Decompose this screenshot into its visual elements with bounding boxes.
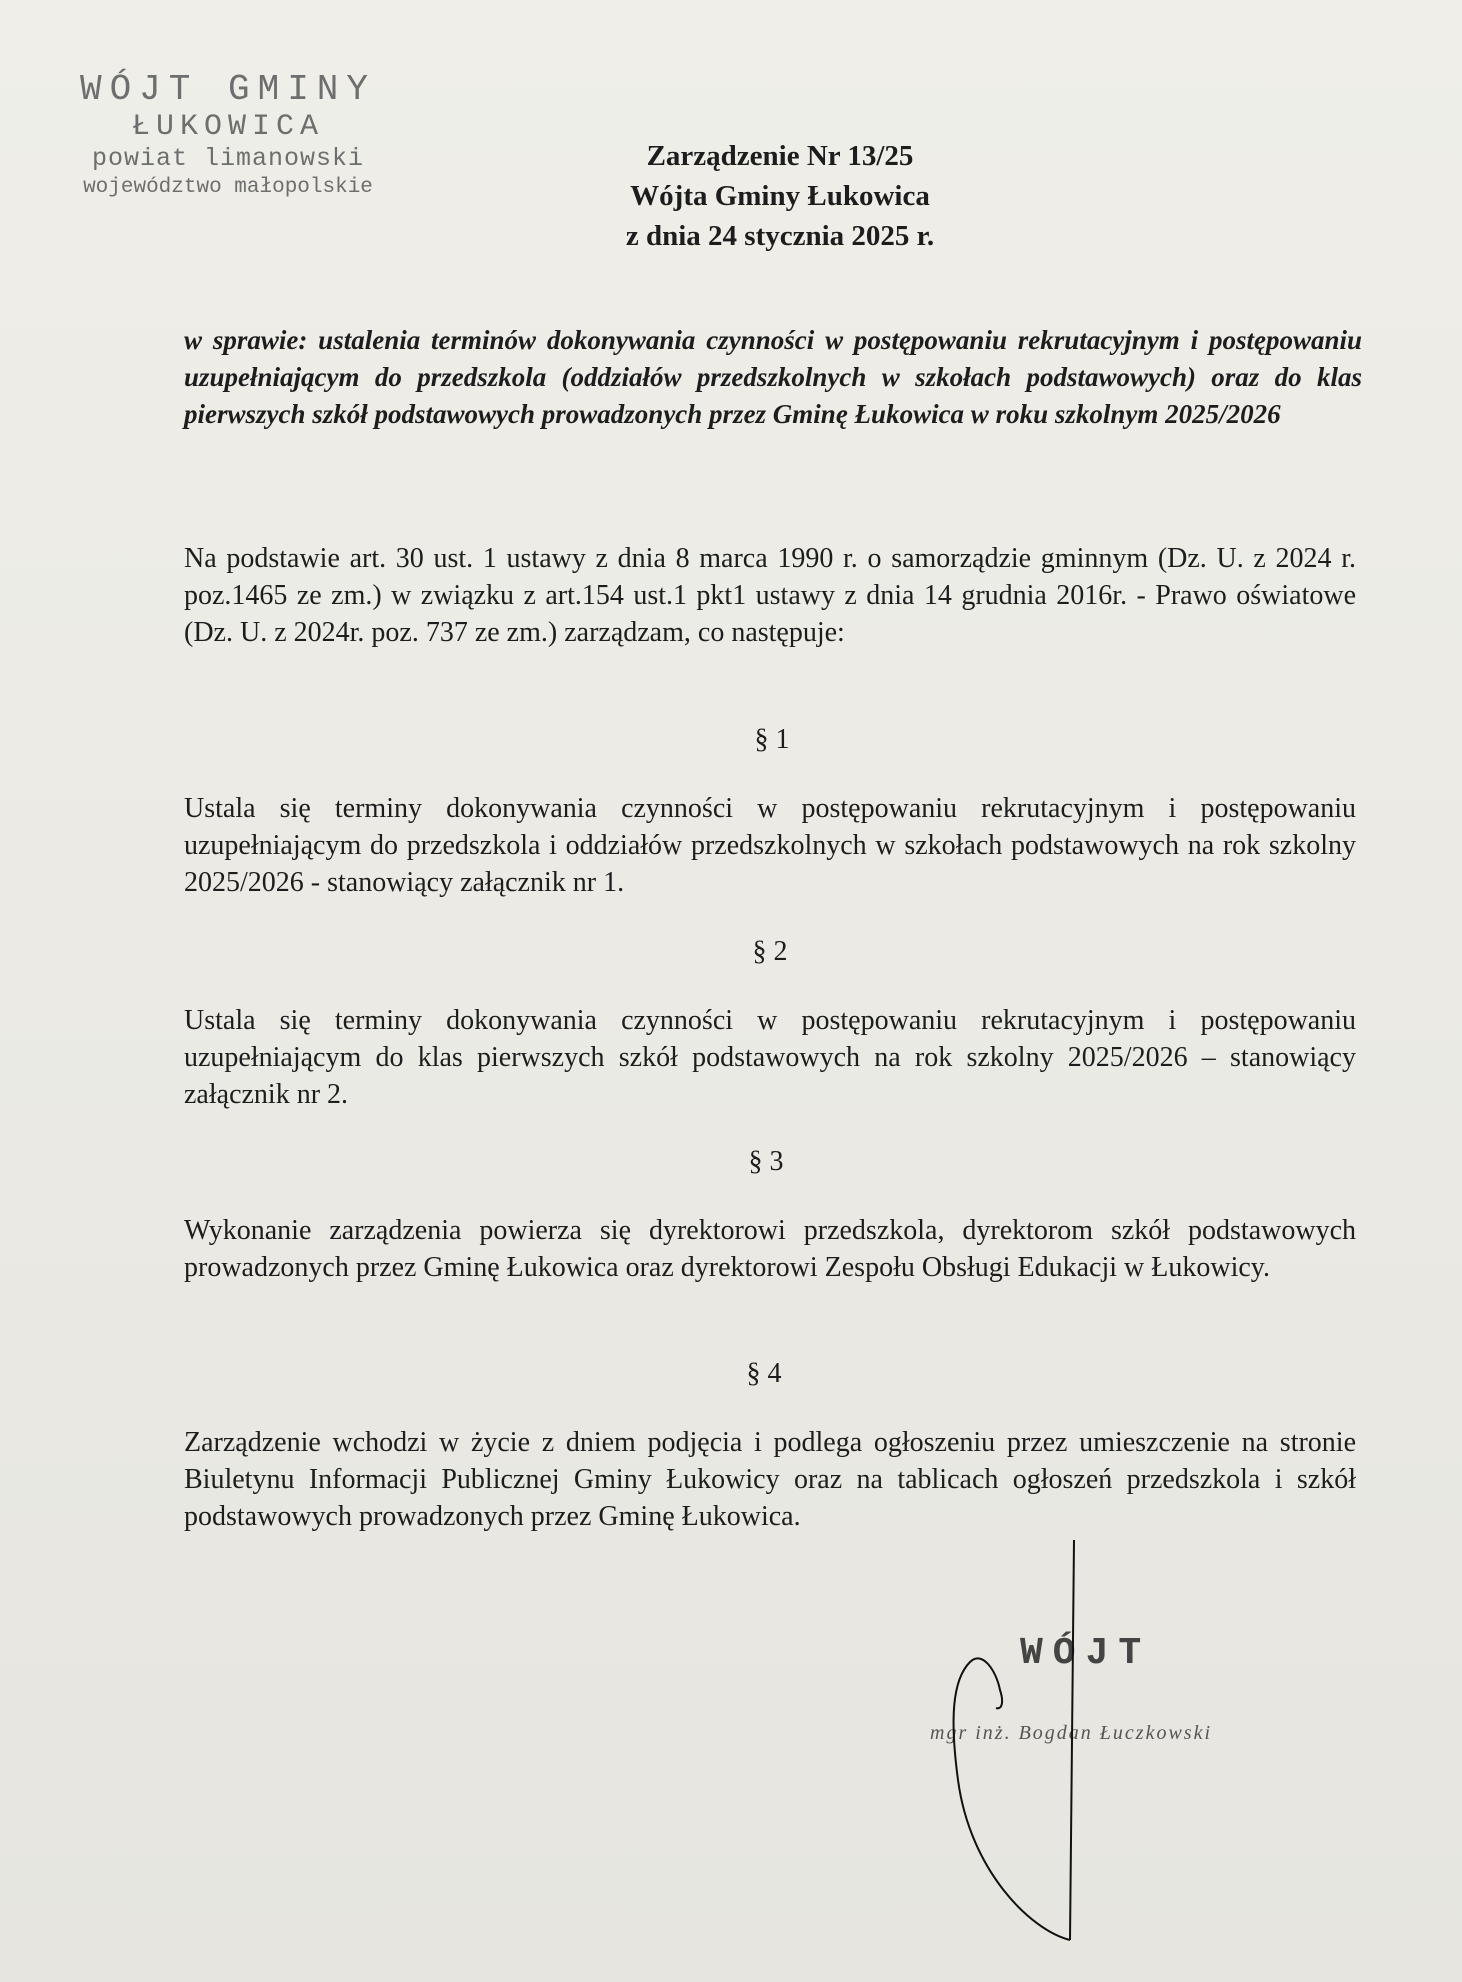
stamp-line-2: ŁUKOWICA bbox=[131, 110, 325, 144]
section-2-mark: § 2 bbox=[752, 936, 788, 967]
section-2-text: Ustala się terminy dokonywania czynności w postępowaniu rekrutacyjnym i postępowaniu uzupełniającym do klas pierwszych szkół podstawowych na rok szkolny 2025/2026 – stanowiący załącznik nr 2. bbox=[184, 1005, 1356, 1110]
document-header bbox=[560, 136, 1000, 256]
signature-title: WÓJT bbox=[1020, 1632, 1152, 1675]
signature-name: mgr inż. Bogdan Łuczkowski bbox=[930, 1722, 1212, 1744]
section-4-mark: § 4 bbox=[746, 1358, 782, 1389]
section-3-text: Wykonanie zarządzenia powierza się dyrektorowi przedszkola, dyrektorom szkół podstawowych prowadzonych przez Gminę Łukowica oraz dyrektorowi Zespołu Obsługi Edukacji w Łukowicy. bbox=[184, 1215, 1356, 1283]
office-stamp bbox=[48, 70, 408, 202]
section-1-mark: § 1 bbox=[754, 724, 790, 755]
section-1-text: Ustala się terminy dokonywania czynności w postępowaniu rekrutacyjnym i postępowaniu uzupełniającym do przedszkola i oddziałów przedszkolnych w szkołach podstawowych na rok szkolny 2025/2026 - stanowiący załącznik nr 1. bbox=[184, 793, 1356, 898]
document-date: z dnia 24 stycznia 2025 r. bbox=[625, 220, 935, 252]
section-3-mark: § 3 bbox=[748, 1146, 784, 1177]
section-4-text: Zarządzenie wchodzi w życie z dniem podjęcia i podlega ogłoszeniu przez umieszczenie na stronie Biuletynu Informacji Publicznej Gminy Łukowicy oraz na tablicach ogłoszeń przedszkola i szkół podstawowych prowadzonych przez Gminę Łukowica. bbox=[184, 1427, 1356, 1532]
document-issuer: Wójta Gminy Łukowica bbox=[630, 180, 930, 212]
handwritten-signature bbox=[940, 1530, 1100, 1950]
document-subject: w sprawie: ustalenia terminów dokonywania czynności w postępowaniu rekrutacyjnym i postępowaniu uzupełniającym do przedszkola (oddziałów przedszkolnych w szkołach podstawowych) oraz do klas pierwszych szkół podstawowych prowadzonych przez Gminę Łukowica w roku szkolnym 2025/2026 bbox=[184, 325, 1362, 429]
legal-basis: Na podstawie art. 30 ust. 1 ustawy z dnia 8 marca 1990 r. o samorządzie gminnym (Dz. U. z 2024 r. poz.1465 ze zm.) w związku z art.154 ust.1 pkt1 ustawy z dnia 14 grudnia 2016r. - Prawo oświatowe (Dz. U. z 2024r. poz. 737 ze zm.) zarządzam, co następuje: bbox=[184, 543, 1356, 648]
stamp-line-3: powiat limanowski bbox=[91, 144, 365, 173]
stamp-line-4: województwo małopolskie bbox=[83, 176, 373, 199]
document-title: Zarządzenie Nr 13/25 bbox=[646, 140, 914, 172]
stamp-line-1: WÓJT GMINY bbox=[79, 69, 377, 110]
